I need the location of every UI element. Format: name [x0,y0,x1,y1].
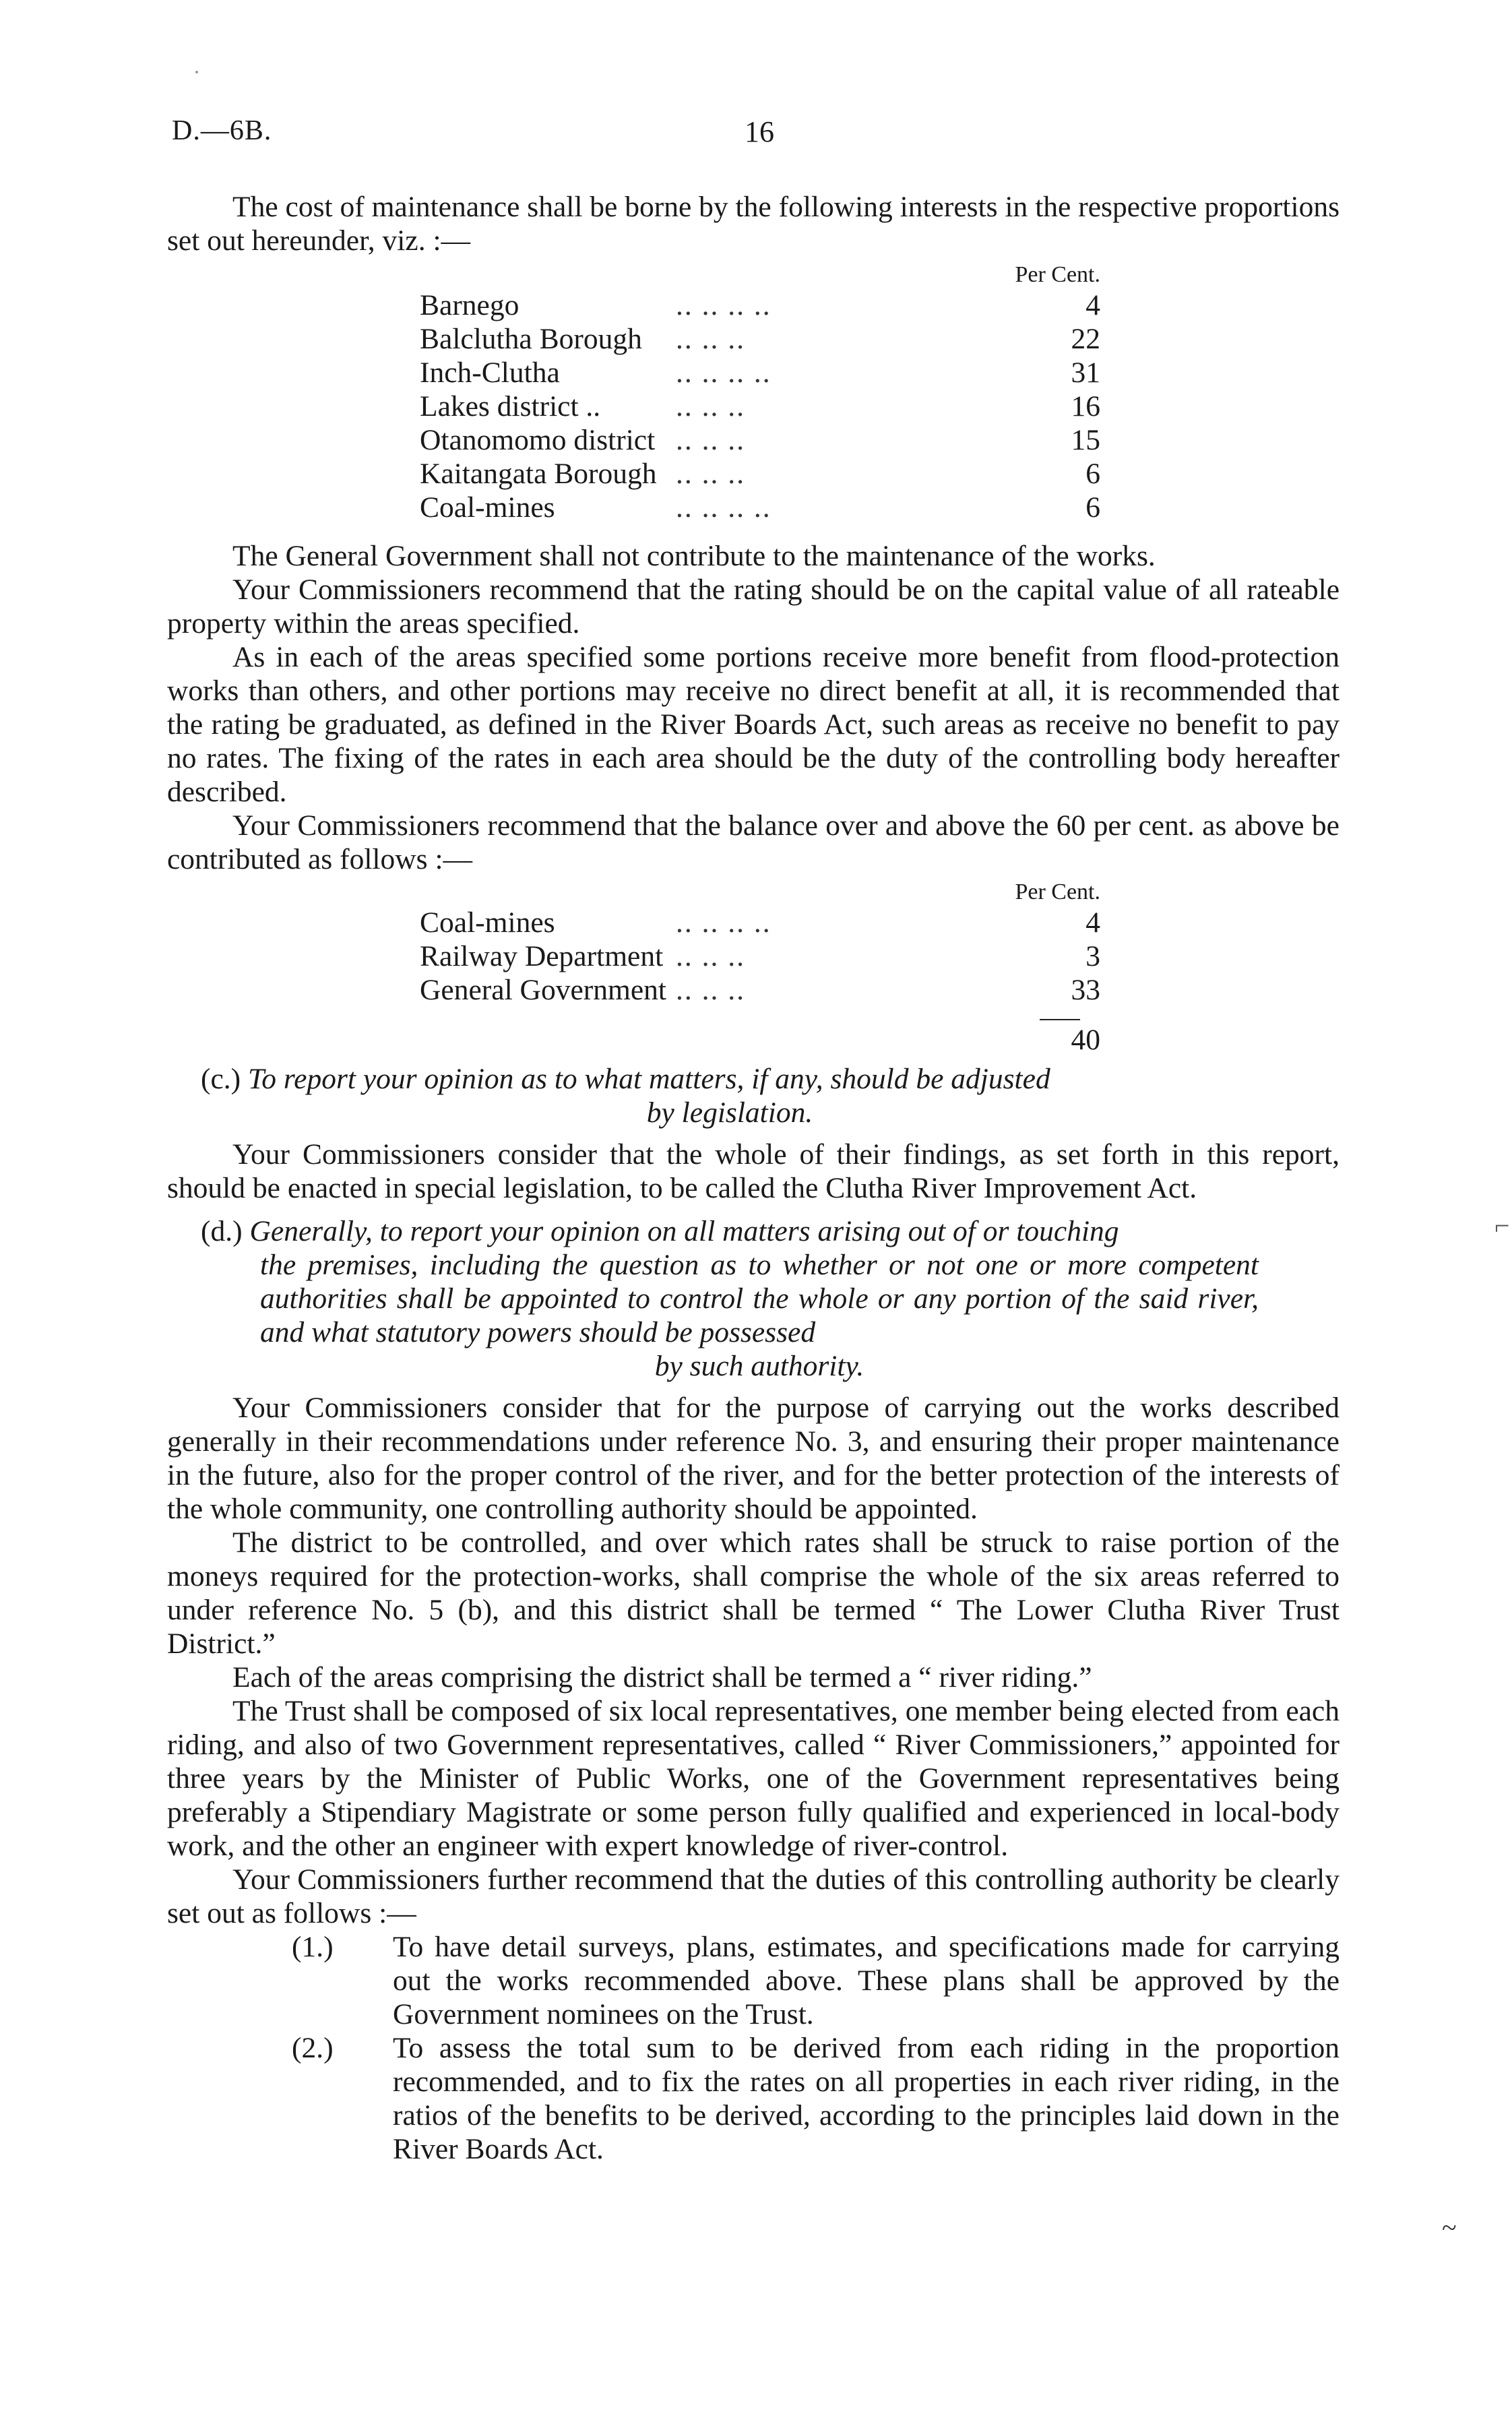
leader-dots: .. .. .. [676,974,745,1006]
leader-dots: .. .. .. [676,940,745,972]
table-row [420,288,1100,322]
paragraph-maintenance-cost: The cost of maintenance shall be borne by the following interests in the respective proportions set out hereunder, viz. :— [167,191,1340,257]
paragraph-graduated-rating: As in each of the areas specified some portions receive more benefit from flood-protection works than others, and other portions may receive no direct benefit at all, it is recommended that the rating be graduated, as defined in the River Boards Act, such areas as receive no benefit to pay no rates. The fixing of the rates in each area should be the duty of the controlling body hereafter described. [167,641,1340,808]
scan-speck [195,71,198,73]
list-item [167,2031,1340,2166]
table-row [420,491,1100,524]
reference-c-label: (c.) [201,1063,241,1095]
row-label: Otanomomo district [420,424,656,456]
row-label: Coal-mines [420,491,555,524]
list-number: (2.) [292,2032,334,2064]
reference-d-label: (d.) [201,1215,243,1247]
reference-d-text-end: by such authority. [654,1350,864,1382]
list-item [167,1930,1340,2031]
leader-dots: .. .. .. .. [676,906,771,939]
row-label: Balclutha Borough [420,323,642,355]
leader-dots: .. .. .. [676,458,745,490]
row-label: Railway Department [420,940,664,972]
leader-dots: .. .. .. [676,390,745,423]
table-row [420,322,1100,356]
table-row [420,390,1100,423]
per-cent-header: Per Cent. [1015,262,1100,287]
table-row [420,973,1100,1007]
reference-c-line [201,1062,1259,1096]
row-value: 31 [1071,356,1100,389]
paragraph-district: The district to be controlled, and over which rates shall be struck to raise portion of the moneys required for the protection-works, shall comprise the whole of the six areas referred to under reference No. 5 (b), and this district shall be termed “ The Lower Clutha River Trust District.” [167,1526,1340,1660]
paragraph-duties-intro: Your Commissioners further recommend that the duties of this controlling authority be clearly set out as follows :— [167,1863,1340,1929]
row-label: Kaitangata Borough [420,458,657,490]
paragraph-river-riding: Each of the areas comprising the district shall be termed a “ river riding.” [232,1661,1092,1694]
margin-mark: ~ [1442,2212,1457,2243]
leader-dots: .. .. .. [676,323,745,355]
table-total: 40 [1071,1024,1100,1056]
row-value: 4 [1085,906,1100,939]
table-row [420,939,1100,973]
row-value: 3 [1085,940,1100,972]
reference-d-text-cont: the premises, including the question as to whether or not one or more competent authorities shall be appointed to control the whole or any portion of the said river, and what statutory powers should be possessed [260,1249,1259,1348]
row-value: 4 [1085,289,1100,321]
page-number: 16 [745,115,774,148]
table-row [420,356,1100,390]
table-row [420,906,1100,939]
document-reference: D.—6B. [172,115,272,146]
row-label: Coal-mines [420,906,555,939]
paragraph-legislation: Your Commissioners consider that the whole of their findings, as set forth in this report, should be enacted in special legislation, to be called the Clutha River Improvement Act. [167,1138,1340,1204]
leader-dots: .. .. .. .. [676,491,771,524]
leader-dots: .. .. .. .. [676,356,771,389]
paragraph-trust-composition: The Trust shall be composed of six local representatives, one member being elected from each riding, and also of two Government representatives, called “ River Commissioners,” appointed for three years by the Minister of Public Works, one of the Government representatives being preferably a Stipendiary Magistrate or some person fully qualified and experienced in local-body work, and the other an engineer with expert knowledge of river-control. [167,1695,1340,1862]
list-text: To assess the total sum to be derived from each riding in the proportion recommended, and to fix the rates on all properties in each river riding, in the ratios of the benefits to be derived, according to the principles laid down in the River Boards Act. [393,2032,1340,2165]
reference-c-text: To report your opinion as to what matters, if any, should be adjusted [248,1063,1050,1095]
list-number: (1.) [292,1931,334,1963]
reference-d [201,1214,1259,1383]
margin-mark: ⌐ [1494,1210,1510,1241]
balance-contribution-table [420,879,1100,1059]
paragraph-balance-contribution: Your Commissioners recommend that the balance over and above the 60 per cent. as above be contributed as follows :— [167,809,1340,875]
reference-d-line [201,1214,1259,1248]
page-header [172,115,1340,168]
table-row [420,457,1100,491]
paragraph-general-government: The General Government shall not contribute to the maintenance of the works. [232,540,1156,572]
page-body [167,190,1340,2166]
reference-c-text-end: by legislation. [646,1096,813,1129]
per-cent-header: Per Cent. [1015,879,1100,904]
row-label: Lakes district .. [420,390,601,423]
row-value: 6 [1085,491,1100,524]
reference-d-text: Generally, to report your opinion on all matters arising out of or touching [249,1215,1119,1247]
row-label: General Government [420,974,666,1006]
row-value: 22 [1071,323,1100,355]
maintenance-proportions-table [420,261,1100,524]
list-text: To have detail surveys, plans, estimates, and specifications made for carrying out the works recommended above. These plans shall be approved by the Government nominees on the Trust. [393,1931,1340,2030]
leader-dots: .. .. .. .. [676,289,771,321]
table-row [420,423,1100,457]
row-label: Inch-Clutha [420,356,560,389]
row-value: 16 [1071,390,1100,423]
paragraph-rating-capital-value: Your Commissioners recommend that the rating should be on the capital value of all rateable property within the areas specified. [167,573,1340,640]
reference-c [201,1062,1259,1129]
row-label: Barnego [420,289,519,321]
paragraph-controlling-authority: Your Commissioners consider that for the purpose of carrying out the works described generally in their recommendations under reference No. 3, and ensuring their proper maintenance in the future, also for the proper control of the river, and for the better protection of the interests of the whole community, one controlling authority should be appointed. [167,1392,1340,1525]
row-value: 33 [1071,974,1100,1006]
row-value: 6 [1085,458,1100,490]
leader-dots: .. .. .. [676,424,745,456]
row-value: 15 [1071,424,1100,456]
